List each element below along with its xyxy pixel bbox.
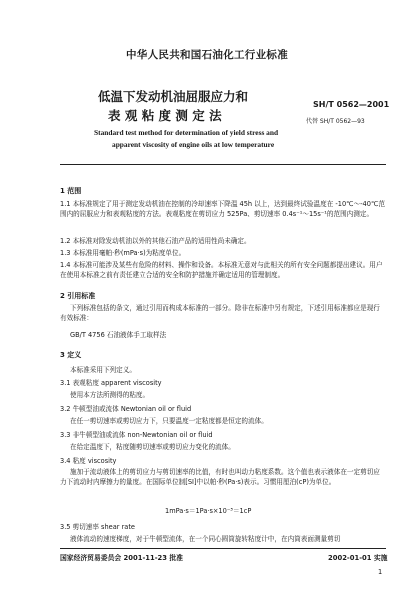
section-2-body: 下列标准包括的条文，通过引用而构成本标准的一部分。除非在标准中另有规定，下述引用标准都应是现行有效标准： (60, 304, 380, 322)
section-1-title: 1 范围 (60, 187, 82, 195)
implementation-date: 2002-01-01 实施 (328, 554, 388, 562)
definition-3-5-term: 3.5 剪切速率 shear rate (60, 523, 135, 531)
approval-date: 国家经济贸易委员会 2001-11-23 批准 (60, 554, 183, 562)
issuing-body-header: 中华人民共和国石油化工行业标准 (126, 49, 288, 61)
referenced-standard: GB/T 4756 石油液体手工取样法 (70, 331, 167, 339)
definition-3-3-text: 在给定温度下，粘度随剪切速率或剪切应力变化的流体。 (70, 443, 235, 451)
clause-1-3: 1.3 本标准用毫帕·秒(mPa·s)为粘度单位。 (60, 249, 186, 257)
definition-3-3-term: 3.3 非牛顿型油或流体 non-Newtonian oil or fluid (60, 431, 213, 439)
section-2-title: 2 引用标准 (60, 292, 96, 300)
replaced-standard: 代替 SH/T 0562—93 (306, 118, 365, 125)
title-zh-line1: 低温下发动机油屈服应力和 (98, 89, 249, 104)
definition-3-5-text: 液体流动的速度梯度，对于牛顿型流体，在一个同心圆筒旋转粘度计中，在内筒表面测量剪切 (70, 535, 341, 543)
definition-3-1-text: 使用本方法所测得的粘度。 (70, 391, 150, 399)
standard-number: SH/T 0562—2001 (313, 100, 390, 109)
viscosity-formula: 1mPa·s＝1Pa·s×10⁻³＝1cP (165, 507, 252, 515)
page-number: 1 (378, 568, 383, 576)
definition-3-1-term: 3.1 表观粘度 apparent viscosity (60, 379, 162, 387)
definition-3-2-term: 3.2 牛顿型油或流体 Newtonian oil or fluid (60, 405, 192, 413)
title-zh-line2: 表 观 粘 度 测 定 法 (108, 108, 222, 123)
section-3-intro: 本标准采用下列定义。 (70, 366, 136, 374)
footer-divider (60, 548, 386, 549)
definition-3-4-text: 施加于流动液体上的剪切应力与剪切速率的比值，有时也叫动力粘度系数。这个值也表示液体在一定剪切应力下流动时内摩擦力的量度。在国际单位制[SI]中以帕·秒(Pa·s)表示。习惯用厘泊(cP)为单位。 (60, 468, 380, 486)
definition-3-2-text: 在任一剪切速率或剪切应力下，只要温度一定粘度都是恒定的流体。 (70, 417, 268, 425)
definition-3-4-term: 3.4 粘度 viscosity (60, 457, 117, 465)
clause-1-1: 1.1 本标准规定了用于测定发动机油在控制的冷却速率下降温 45h 以上，达到最终试验温度在 -10℃～-40℃范围内的屈服应力和表观粘度的方法。表观粘度在剪切应力 525Pa、剪切速率 0.4s⁻¹～15s⁻¹的范围内测定。 (60, 200, 385, 218)
section-3-title: 3 定义 (60, 351, 82, 359)
clause-1-4: 1.4 本标准可能涉及某些有危险的材料、操作和设备。本标准无意对与此相关的所有安全问题都提出建议。用户在使用本标准之前有责任建立合适的安全和防护措施并确定适用的管理制度。 (60, 261, 383, 279)
top-divider (60, 164, 386, 165)
title-en-line1: Standard test method for determination of yield stress and (94, 128, 279, 137)
title-en-line2: apparent viscosity of engine oils at low temperature (112, 140, 275, 149)
clause-1-2: 1.2 本标准对除发动机油以外的其他石油产品的适用性尚未确定。 (60, 237, 251, 245)
